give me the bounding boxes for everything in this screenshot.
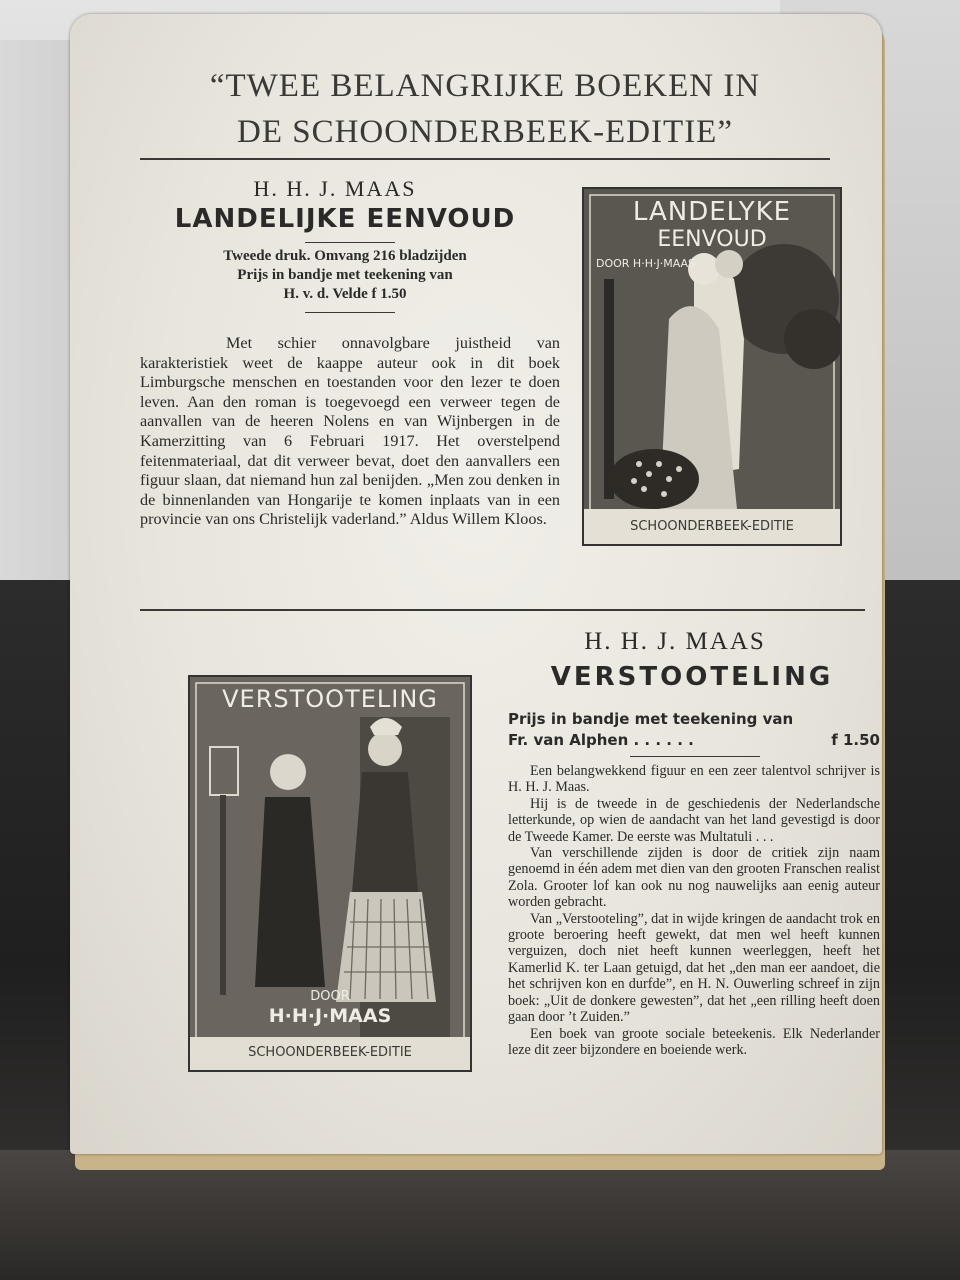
book2-paragraph: Een belangwekkend figuur en een zeer talentvol schrijver is H. H. J. Maas. xyxy=(508,763,880,796)
book1-description: Met schier onnavolgbare juistheid van karakteristiek weet de kaappe auteur ook in dit boek Limburgsche menschen en toestanden voor den lezer te doen leven. Aan den roman is toegevoegd een verweer tegen de aanvallen van de heeren Nolens en van Wijnbergen in de Kamerzitting van 6 Februari 1917. Het overstelpend feitenmateriaal, dat dit verweer bevat, doet den aanvallers een figuur slaan, dat niemand hun zal benijden. „Men zou denken in de binnenlanden van Hongarije te komen inplaats van in een provincie van ons Christelijk vaderland.” Aldus Willem Kloos. xyxy=(140,334,560,529)
book2-title: VERSTOOTELING xyxy=(550,662,834,692)
book2-illustration-title: VERSTOOTELING xyxy=(222,685,438,713)
book2-illustration-byline: H·H·J·MAAS xyxy=(268,1005,392,1027)
book2-author: H. H. J. MAAS xyxy=(584,628,766,655)
book2-paragraph: Van verschillende zijden is door de critiek zijn naam genoemd in één adem met dien van den grooten Franschen realist Zola. Grooter lof kan ook nu nog nauwelijks aan eenig auteur worden gebracht. xyxy=(508,845,880,911)
header-rule xyxy=(140,158,830,160)
book2-price-line-1: Prijs in bandje met teekening van xyxy=(508,710,794,728)
book2-illustration-footer: SCHOONDERBEEK-EDITIE xyxy=(248,1045,412,1060)
book1-cover-illustration xyxy=(582,187,842,546)
book2-price-line-2: Fr. van Alphen . . . . . . xyxy=(508,731,694,749)
book2-price-block xyxy=(508,709,880,751)
header-line-1: “TWEE BELANGRIJKE BOEKEN IN xyxy=(209,68,761,104)
book1-author: H. H. J. MAAS xyxy=(253,176,417,201)
book1-title: LANDELIJKE EENVOUD xyxy=(174,204,516,234)
book2-description xyxy=(508,763,880,1058)
book2-price: f 1.50 xyxy=(831,731,880,749)
book2-cover-illustration xyxy=(188,675,472,1072)
book1-illustration-footer: SCHOONDERBEEK-EDITIE xyxy=(630,519,794,534)
book2-illustration-byline-top: DOOR xyxy=(310,989,350,1004)
book2-paragraph: Hij is de tweede in de geschiedenis der Nederlandsche letterkunde, op wien de aandacht van het land gevestigd is door de Tweede Kamer. De eerste was Multatuli . . . xyxy=(508,795,880,845)
book1-info-rule xyxy=(305,312,395,313)
book-back-cover xyxy=(70,14,882,1154)
book1-illustration-title-2: EENVOUD xyxy=(657,227,767,252)
book1-illustration-byline: DOOR H·H·J·MAAS xyxy=(596,257,696,270)
book1-info-line: Prijs in bandje met teekening van xyxy=(237,267,453,283)
section-divider xyxy=(140,609,865,611)
book1-info-line: H. v. d. Velde f 1.50 xyxy=(283,286,407,302)
header-line-2: DE SCHOONDERBEEK-EDITIE” xyxy=(236,114,733,150)
book2-paragraph: Van „Verstooteling”, dat in wijde kringen de aandacht trok en groote beroering heeft gewekt, dat men wel heeft kunnen verguizen, doch niet heeft kunnen weerleggen, heeft het Kamerlid K. ter Laan getuigd, dat het „den man eer aandoet, die het schrijven kon en durfde”, en H. N. Ouwerling schreef in zijn boek: „Uit de donkere gewesten”, dat het „een rilling heeft doen gaan door ’t Zuiden.” xyxy=(508,910,880,1026)
book2-paragraph: Een boek van groote sociale beteekenis. Elk Nederlander leze dit zeer bijzondere en boeiende werk. xyxy=(508,1025,880,1058)
book1-illustration-title-1: LANDELYKE xyxy=(632,197,792,227)
book1-title-rule xyxy=(305,242,395,243)
book2-price-rule xyxy=(630,756,760,757)
book1-info xyxy=(140,247,550,304)
book1-info-line: Tweede druk. Omvang 216 bladzijden xyxy=(223,248,467,264)
